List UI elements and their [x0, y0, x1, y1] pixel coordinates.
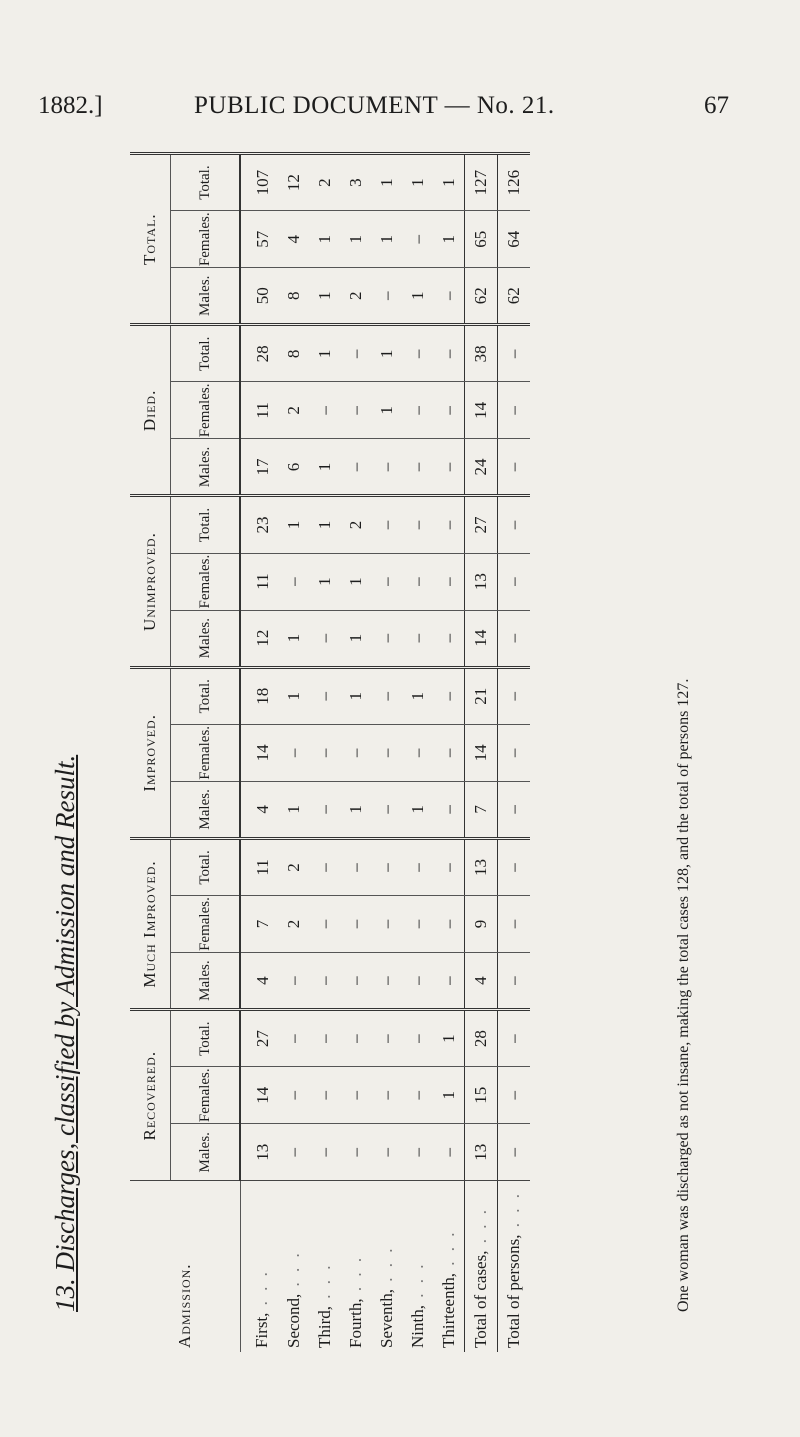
table-cell: – — [498, 838, 531, 895]
column-subheader: Males. — [171, 268, 241, 325]
leader-dots: . . . — [345, 1254, 365, 1299]
table-cell: 1 — [371, 382, 402, 439]
row-label — [465, 1181, 498, 1352]
table-cell: 2 — [278, 382, 309, 439]
table-cell: 21 — [465, 667, 498, 724]
table-cell: 14 — [240, 1067, 278, 1124]
table-cell: – — [340, 1010, 371, 1067]
table-row — [240, 154, 278, 1353]
table-cell: – — [309, 781, 340, 838]
leader-dots: . . . — [471, 1207, 490, 1251]
table-cell: – — [278, 1067, 309, 1124]
table-cell: – — [498, 781, 531, 838]
table-cell: 1 — [309, 439, 340, 496]
row-label-text: Second, — [283, 1293, 303, 1348]
column-subheader: Total. — [171, 1010, 241, 1067]
column-subheader: Females. — [171, 896, 241, 953]
leader-dots: . . . — [283, 1250, 303, 1294]
table-cell: 23 — [240, 496, 278, 553]
table-cell: 7 — [465, 781, 498, 838]
table-cell: – — [371, 1124, 402, 1181]
table-cell: – — [278, 724, 309, 781]
table-cell: 1 — [278, 610, 309, 667]
table-cell: 1 — [340, 667, 371, 724]
table-cell: – — [371, 953, 402, 1010]
table-cell: 4 — [240, 781, 278, 838]
table-cell: – — [433, 496, 465, 553]
table-cell: 6 — [278, 439, 309, 496]
table-cell: 38 — [465, 325, 498, 382]
table-cell: 64 — [498, 211, 531, 268]
table-cell: – — [371, 667, 402, 724]
table-cell: – — [340, 1067, 371, 1124]
table-cell: – — [371, 553, 402, 610]
row-label-text: Total of cases, — [471, 1250, 490, 1348]
table-row — [309, 154, 340, 1353]
table-cell: – — [433, 439, 465, 496]
table-cell: 15 — [465, 1067, 498, 1124]
row-label — [340, 1181, 371, 1352]
row-label-text: Third, — [314, 1305, 334, 1348]
table-cell: 14 — [465, 382, 498, 439]
row-label — [433, 1181, 465, 1352]
table-cell: 1 — [309, 268, 340, 325]
table-cell: – — [309, 1067, 340, 1124]
row-label — [371, 1181, 402, 1352]
column-subheader: Males. — [171, 610, 241, 667]
group-header: Unimproved. — [130, 496, 171, 667]
table-cell: 17 — [240, 439, 278, 496]
table-caption: 13. Discharges, classified by Admission and Result. — [50, 754, 80, 1312]
table-cell: 24 — [465, 439, 498, 496]
row-label — [402, 1181, 433, 1352]
column-subheader: Males. — [171, 439, 241, 496]
table-cell: 1 — [402, 667, 433, 724]
table-cell: – — [371, 496, 402, 553]
table-cell: – — [402, 553, 433, 610]
table-cell: 27 — [465, 496, 498, 553]
leader-dots: . . . — [252, 1269, 272, 1313]
table-cell: 1 — [371, 154, 402, 211]
column-subheader: Total. — [171, 496, 241, 553]
row-label-text: Thirteenth, — [438, 1272, 458, 1348]
table-cell: – — [433, 838, 465, 895]
table-cell: – — [371, 439, 402, 496]
table-cell: – — [402, 496, 433, 553]
row-label-text: Fourth, — [345, 1298, 365, 1348]
group-header: Much Improved. — [130, 838, 171, 1009]
table-row — [371, 154, 402, 1353]
table-cell: – — [371, 1067, 402, 1124]
table-cell: 1 — [340, 610, 371, 667]
table-cell: 1 — [433, 211, 465, 268]
leader-dots: . . . — [438, 1229, 458, 1273]
column-subheader: Females. — [171, 382, 241, 439]
table-cell: – — [498, 439, 531, 496]
discharges-table — [130, 152, 530, 1352]
table-cell: 3 — [340, 154, 371, 211]
table-cell: – — [278, 953, 309, 1010]
table-cell: 2 — [309, 154, 340, 211]
table-row — [278, 154, 309, 1353]
table-row — [433, 154, 465, 1353]
table-cell: 28 — [240, 325, 278, 382]
table-cell: – — [371, 1010, 402, 1067]
table-cell: – — [433, 268, 465, 325]
table-cell: 27 — [240, 1010, 278, 1067]
row-label-text: Ninth, — [407, 1305, 427, 1348]
table-cell: 8 — [278, 325, 309, 382]
row-label — [240, 1181, 278, 1352]
table-cell: – — [402, 1124, 433, 1181]
table-cell: 11 — [240, 553, 278, 610]
table-cell: – — [433, 610, 465, 667]
table-cell: 13 — [240, 1124, 278, 1181]
table-row — [465, 154, 498, 1353]
group-header: Recovered. — [130, 1010, 171, 1181]
column-subheader: Females. — [171, 211, 241, 268]
table-cell: 1 — [433, 1010, 465, 1067]
table-cell: 1 — [309, 325, 340, 382]
table-cell: – — [309, 667, 340, 724]
table-cell: – — [433, 667, 465, 724]
table-cell: 7 — [240, 896, 278, 953]
table-cell: 1 — [309, 553, 340, 610]
table-cell: 2 — [340, 496, 371, 553]
leader-dots: . . . — [407, 1261, 427, 1306]
row-label-text: Total of persons, — [504, 1234, 523, 1348]
table-cell: – — [402, 325, 433, 382]
table-cell: 1 — [371, 211, 402, 268]
column-subheader: Females. — [171, 724, 241, 781]
table-cell: – — [433, 382, 465, 439]
table-cell: – — [402, 439, 433, 496]
table-cell: – — [309, 382, 340, 439]
header-title: PUBLIC DOCUMENT — No. 21. — [194, 92, 555, 119]
table-cell: – — [340, 1124, 371, 1181]
table-cell: 2 — [340, 268, 371, 325]
table-cell: – — [340, 896, 371, 953]
table-cell: 126 — [498, 154, 531, 211]
table-cell: 14 — [240, 724, 278, 781]
table-row — [340, 154, 371, 1353]
column-subheader: Females. — [171, 1067, 241, 1124]
rotated-table-region — [50, 52, 750, 1352]
table-cell: – — [278, 1010, 309, 1067]
table-cell: 57 — [240, 211, 278, 268]
table-cell: – — [371, 610, 402, 667]
table-cell: 62 — [465, 268, 498, 325]
column-subheader: Males. — [171, 781, 241, 838]
table-cell: 1 — [433, 1067, 465, 1124]
table-cell: – — [498, 1010, 531, 1067]
table-cell: 1 — [309, 211, 340, 268]
table-cell: 107 — [240, 154, 278, 211]
table-cell: 12 — [240, 610, 278, 667]
table-cell: 4 — [465, 953, 498, 1010]
table-cell: – — [340, 325, 371, 382]
table-cell: – — [498, 610, 531, 667]
table-cell: – — [433, 325, 465, 382]
table-cell: 4 — [278, 211, 309, 268]
table-cell: 50 — [240, 268, 278, 325]
column-subheader: Females. — [171, 553, 241, 610]
column-subheader: Total. — [171, 325, 241, 382]
table-cell: 13 — [465, 1124, 498, 1181]
table-cell: – — [278, 553, 309, 610]
table-cell: – — [340, 838, 371, 895]
table-cell: – — [498, 724, 531, 781]
column-subheader: Total. — [171, 667, 241, 724]
table-cell: 127 — [465, 154, 498, 211]
table-cell: – — [340, 439, 371, 496]
table-cell: – — [371, 724, 402, 781]
table-cell: – — [309, 1010, 340, 1067]
table-cell: 62 — [498, 268, 531, 325]
table-cell: 1 — [340, 211, 371, 268]
table-cell: – — [309, 1124, 340, 1181]
column-subheader: Total. — [171, 154, 241, 211]
table-cell: – — [309, 610, 340, 667]
table-cell: – — [498, 553, 531, 610]
table-cell: 9 — [465, 896, 498, 953]
table-cell: 65 — [465, 211, 498, 268]
table-cell: – — [340, 724, 371, 781]
table-cell: – — [402, 724, 433, 781]
table-cell: – — [371, 896, 402, 953]
table-cell: 11 — [240, 382, 278, 439]
column-subheader: Males. — [171, 953, 241, 1010]
table-cell: – — [402, 1067, 433, 1124]
leader-dots: . . . — [504, 1190, 523, 1235]
table-cell: 4 — [240, 953, 278, 1010]
table-cell: – — [402, 1010, 433, 1067]
table-cell: – — [498, 496, 531, 553]
table-cell: – — [402, 838, 433, 895]
row-label-text: First, — [252, 1312, 272, 1348]
table-cell: – — [402, 953, 433, 1010]
table-cell: 14 — [465, 724, 498, 781]
table-cell: – — [433, 896, 465, 953]
table-cell: – — [371, 268, 402, 325]
row-label — [498, 1181, 531, 1352]
table-cell: – — [309, 838, 340, 895]
table-cell: 13 — [465, 553, 498, 610]
table-cell: 1 — [340, 781, 371, 838]
table-cell: – — [340, 953, 371, 1010]
table-cell: – — [498, 325, 531, 382]
table-cell: – — [309, 953, 340, 1010]
column-subheader: Total. — [171, 838, 241, 895]
table-cell: 11 — [240, 838, 278, 895]
table-cell: – — [433, 953, 465, 1010]
table-cell: – — [498, 1124, 531, 1181]
row-label — [309, 1181, 340, 1352]
table-cell: 1 — [309, 496, 340, 553]
table-cell: 28 — [465, 1010, 498, 1067]
leader-dots: . . . — [314, 1262, 334, 1306]
table-cell: 1 — [371, 325, 402, 382]
table-cell: – — [433, 724, 465, 781]
admission-header: Admission. — [130, 1181, 240, 1352]
table-cell: – — [498, 1067, 531, 1124]
table-cell: 8 — [278, 268, 309, 325]
table-cell: 1 — [402, 268, 433, 325]
group-header: Died. — [130, 325, 171, 496]
table-cell: 18 — [240, 667, 278, 724]
table-cell: – — [498, 382, 531, 439]
group-header: Total. — [130, 154, 171, 325]
table-cell: – — [371, 838, 402, 895]
table-cell: – — [278, 1124, 309, 1181]
table-cell: – — [498, 953, 531, 1010]
table-footnote: One woman was discharged as not insane, making the total cases 128, and the total of persons 127. — [675, 678, 692, 1312]
row-label — [278, 1181, 309, 1352]
group-header: Improved. — [130, 667, 171, 838]
table-cell: – — [402, 610, 433, 667]
leader-dots: . . . — [376, 1245, 396, 1289]
table-row — [498, 154, 531, 1353]
table-cell: 1 — [402, 781, 433, 838]
table-cell: – — [498, 667, 531, 724]
row-label-text: Seventh, — [376, 1288, 396, 1348]
table-cell: – — [498, 896, 531, 953]
table-cell: 2 — [278, 838, 309, 895]
page-number: 67 — [704, 92, 729, 119]
table-cell: – — [309, 896, 340, 953]
table-cell: – — [371, 781, 402, 838]
table-cell: – — [309, 724, 340, 781]
table-cell: – — [402, 382, 433, 439]
table-row — [402, 154, 433, 1353]
header-year: 1882.] — [38, 92, 103, 119]
table-cell: 13 — [465, 838, 498, 895]
column-subheader: Males. — [171, 1124, 241, 1181]
table-cell: 14 — [465, 610, 498, 667]
table-cell: 2 — [278, 896, 309, 953]
table-cell: 1 — [278, 781, 309, 838]
table-cell: 1 — [340, 553, 371, 610]
table-cell: 1 — [402, 154, 433, 211]
table-cell: – — [402, 896, 433, 953]
table-cell: – — [433, 553, 465, 610]
table-cell: 1 — [278, 667, 309, 724]
table-cell: 1 — [278, 496, 309, 553]
table-cell: – — [433, 1124, 465, 1181]
table-cell: 12 — [278, 154, 309, 211]
table-cell: – — [433, 781, 465, 838]
table-cell: 1 — [433, 154, 465, 211]
table-cell: – — [402, 211, 433, 268]
table-cell: – — [340, 382, 371, 439]
